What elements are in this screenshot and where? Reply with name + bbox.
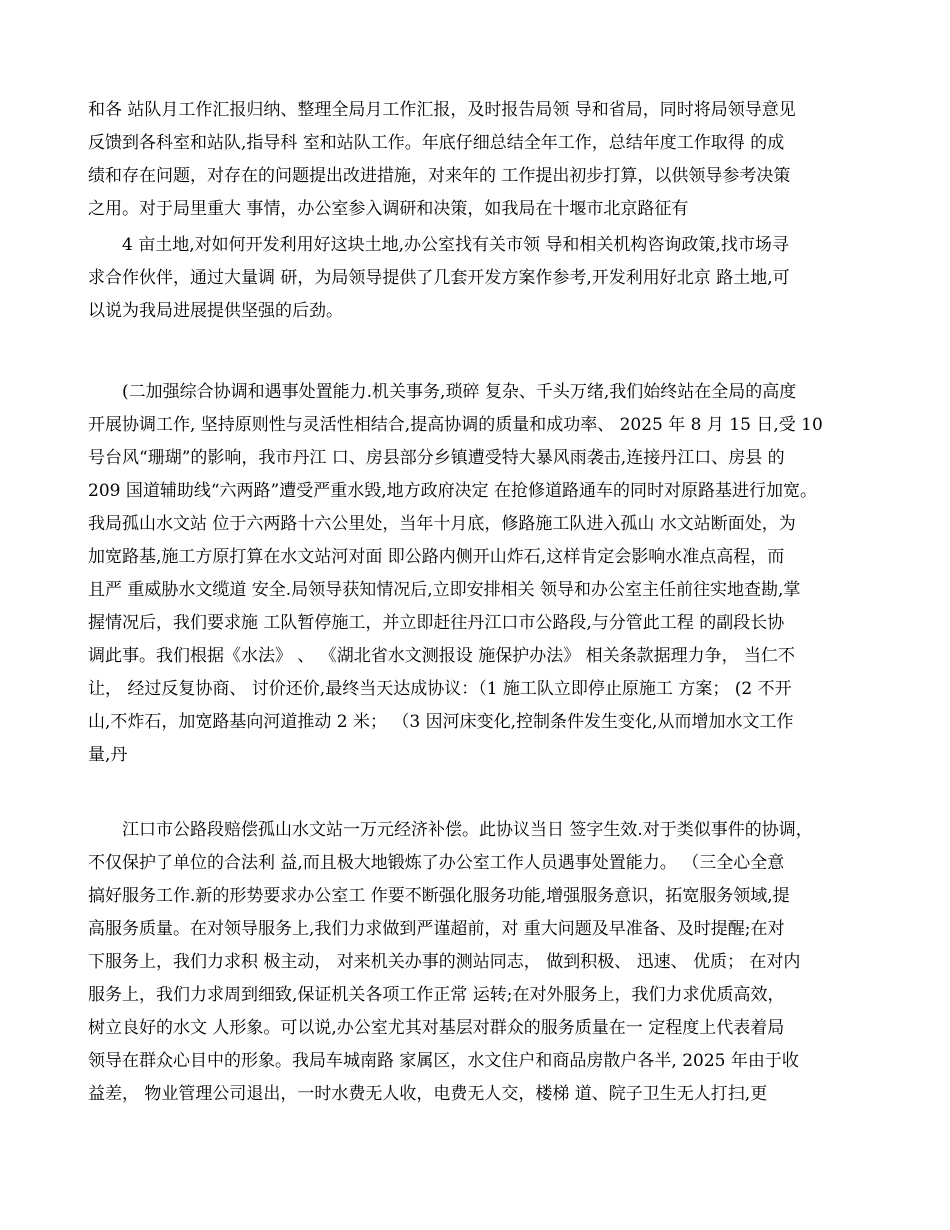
text-line: 山,不炸石，加宽路基向河道推动 2 米； （3 因河床变化,控制条件发生变化,从而增加水文工作 [88, 712, 794, 732]
text-line: 服务上，我们力求周到细致,保证机关各项工作正常 运转;在对外服务上，我们力求优质高效， [88, 985, 785, 1005]
text-line: 209 国道辅助线“六两路”遭受严重水毁,地方政府决定 在抢修道路通车的同时对原路基进行加宽。 [88, 481, 818, 501]
text-line: 益差， 物业管理公司退出，一时水费无人收，电费无人交，楼梯 道、院子卫生无人打扫,更 [88, 1084, 768, 1104]
paragraph-2 [88, 229, 878, 328]
text-line: 高服务质量。在对领导服务上,我们力求做到严谨超前，对 重大问题及早准备、及时提醒;在对 [88, 919, 785, 939]
text-line [88, 772, 878, 805]
text-line: 量,丹 [88, 745, 128, 765]
text-line: 江口市公路段赔偿孤山水文站一万元经济补偿。此协议当日 签字生效.对于类似事件的协调， [122, 820, 813, 840]
text-line: 搞好服务工作.新的形势要求办公室工 作要不断强化服务功能,增强服务意识，拓宽服务领域,提 [88, 886, 790, 906]
text-line: 开展协调工作, 坚持原则性与灵活性相结合,提高协调的质量和成功率、 2025 年 8 月 15 日,受 10 [88, 415, 823, 435]
text-line: 且严 重威胁水文缆道 安全.局领导获知情况后,立即安排相关 领导和办公室主任前往实地查勘,掌 [88, 580, 801, 600]
text-line: 和各 站队月工作汇报归纳、整理全局月工作汇报，及时报告局领 导和省局，同时将局领导意见 [88, 100, 796, 120]
text-line: 号台风“珊瑚”的影响，我市丹江 口、房县部分乡镇遭受特大暴风雨袭击,连接丹江口、房县 的 [88, 448, 785, 468]
text-line: 加宽路基,施工方原打算在水文站河对面 即公路内侧开山炸石,这样肯定会影响水准点高程，而 [88, 547, 785, 567]
text-line: 下服务上，我们力求积 极主动， 对来机关办事的测站同志， 做到积极、 迅速、 优质； 在对内 [88, 952, 801, 972]
text-line: 我局孤山水文站 位于六两路十六公里处，当年十月底，修路施工队进入孤山 水文站断面处，为 [88, 514, 796, 534]
text-line: 树立良好的水文 人形象。可以说,办公室尤其对基层对群众的服务质量在一 定程度上代表着局 [88, 1018, 785, 1038]
text-line: 之用。对于局里重大 事情，办公室参入调研和决策，如我局在十堰市北京路征有 [88, 199, 689, 219]
text-line: 求合作伙伴，通过大量调 研，为局领导提供了几套开发方案作参考,开发利用好北京 路土地,可 [88, 268, 790, 288]
text-line: 握情况后，我们要求施 工队暂停施工，并立即赶往丹江口市公路段,与分管此工程 的副段长协 [88, 613, 785, 633]
paragraph-1 [88, 94, 878, 226]
text-line: 绩和存在问题，对存在的问题提出改进措施，对来年的 工作提出初步打算，以供领导参考决策 [88, 166, 791, 186]
text-line: 反馈到各科室和站队,指导科 室和站队工作。年底仔细总结全年工作，总结年度工作取得 的成 [88, 133, 785, 153]
text-line: 以说为我局进展提供坚强的后劲。 [88, 301, 343, 321]
text-line: 调此事。我们根据《水法》 、 《湖北省水文测报设 施保护办法》 相关条款据理力争， 当仁不 [88, 646, 796, 666]
text-line: 不仅保护了单位的合法利 益,而且极大地锻炼了办公室工作人员遇事处置能力。 （三全心全意 [88, 853, 785, 873]
text-line: 让， 经过反复协商、 讨价还价,最终当天达成协议：（1 施工队立即停止原施工 方案； (2 不开 [88, 679, 792, 699]
text-line: (二加强综合协调和遇事处置能力.机关事务,琐碎 复杂、千头万绪,我们始终站在全局的高度 [122, 382, 797, 402]
text-line: 领导在群众心目中的形象。我局车城南路 家属区，水文住户和商品房散户各半, 2025 年由于收 [88, 1051, 799, 1071]
paragraph-3 [88, 376, 878, 838]
text-line: 4 亩土地,对如何开发利用好这块土地,办公室找有关市领 导和相关机构咨询政策,找市场寻 [122, 235, 789, 255]
paragraph-4 [88, 814, 878, 1111]
